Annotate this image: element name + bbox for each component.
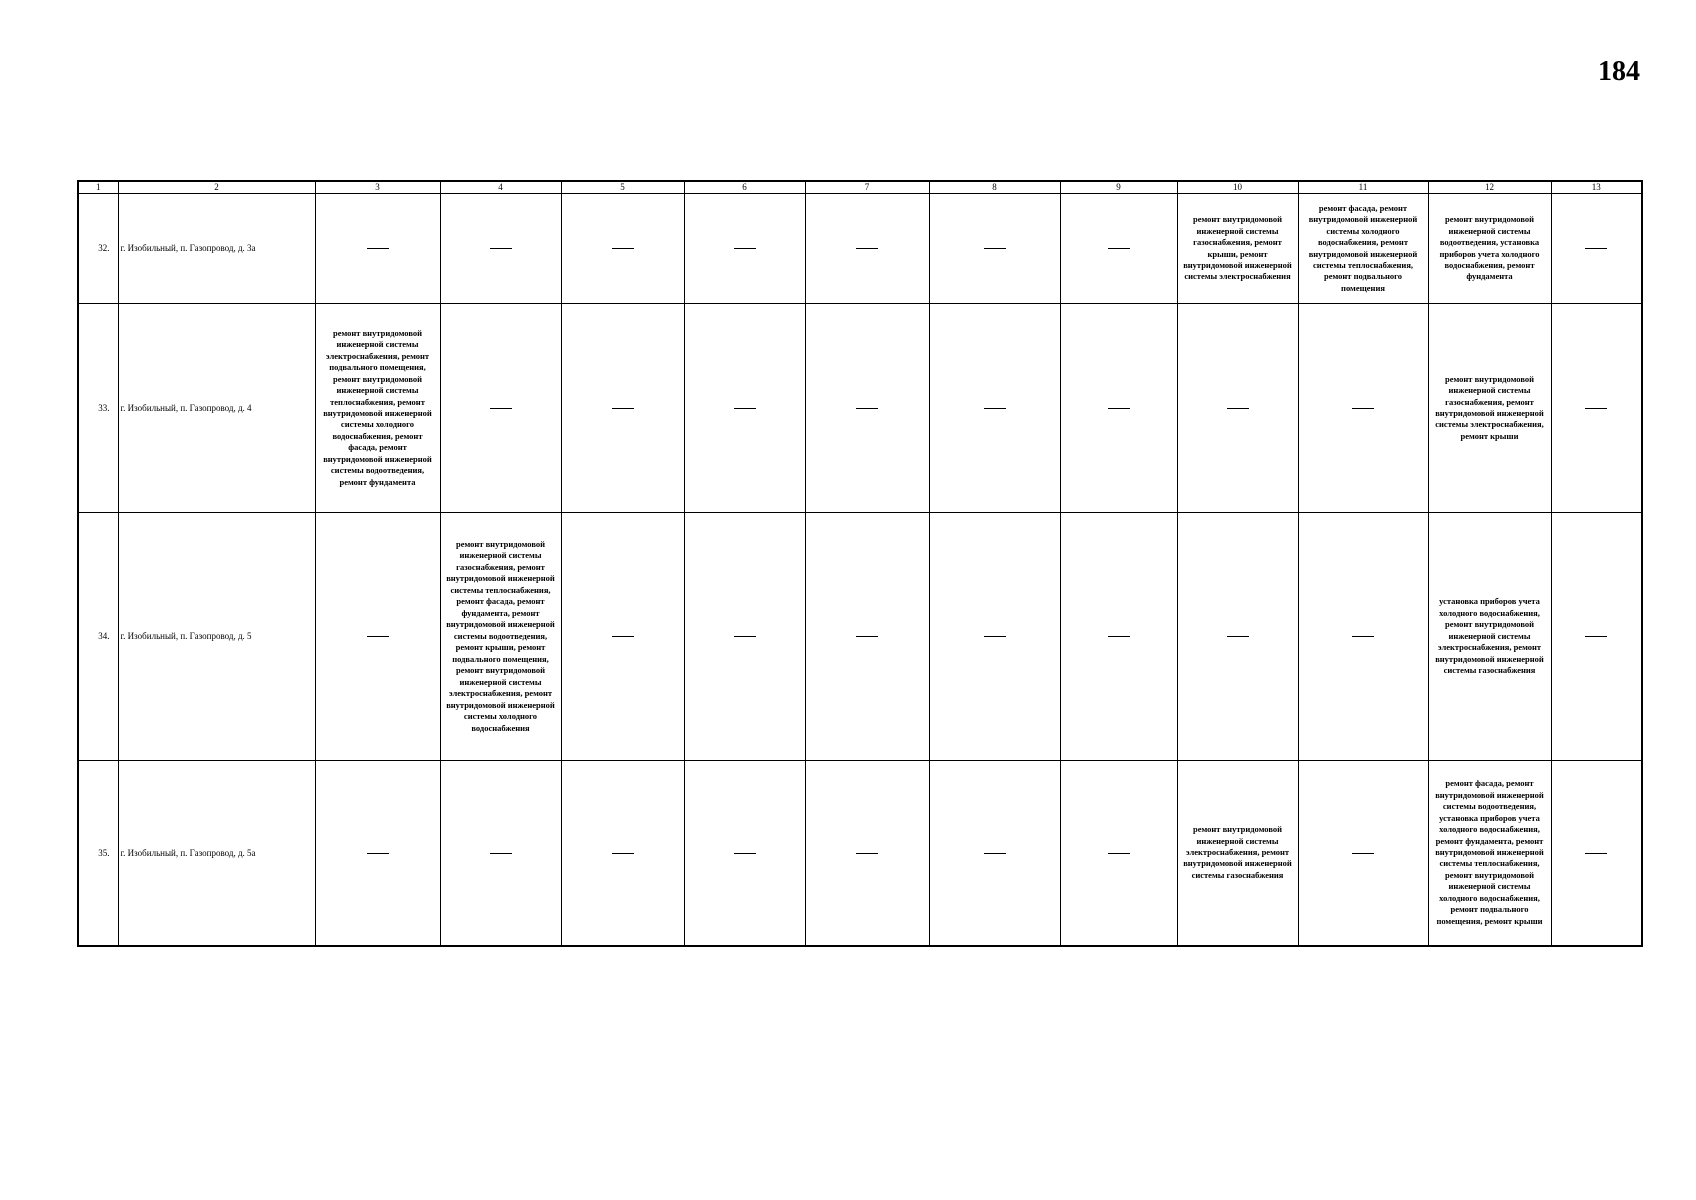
- row-number: 32.: [78, 194, 118, 304]
- work-cell: [561, 513, 684, 761]
- empty-dash: [1108, 636, 1130, 637]
- work-description: ремонт внутридомовой инженерной системы газоснабжения, ремонт внутридомовой инженерной системы электроснабжения, ремонт крыши: [1435, 373, 1544, 441]
- address-cell: г. Изобильный, п. Газопровод, д. 5а: [118, 761, 315, 946]
- table-row: [78, 194, 1642, 304]
- work-cell: [1060, 194, 1177, 304]
- work-cell: [440, 304, 561, 513]
- work-cell: [1428, 304, 1551, 513]
- empty-dash: [367, 636, 389, 637]
- address-cell: г. Изобильный, п. Газопровод, д. 3а: [118, 194, 315, 304]
- table-row: [78, 513, 1642, 761]
- work-cell: [805, 761, 929, 946]
- column-header: 11: [1298, 181, 1428, 194]
- empty-dash: [1108, 408, 1130, 409]
- empty-dash: [1108, 248, 1130, 249]
- empty-dash: [612, 853, 634, 854]
- work-cell: [315, 304, 440, 513]
- row-number: 35.: [78, 761, 118, 946]
- empty-dash: [1585, 636, 1607, 637]
- work-cell: [1551, 304, 1642, 513]
- empty-dash: [984, 636, 1006, 637]
- column-header: 10: [1177, 181, 1298, 194]
- works-table: [77, 180, 1643, 947]
- work-cell: [684, 194, 805, 304]
- work-cell: [1551, 761, 1642, 946]
- empty-dash: [984, 853, 1006, 854]
- address-cell: г. Изобильный, п. Газопровод, д. 5: [118, 513, 315, 761]
- empty-dash: [612, 636, 634, 637]
- work-cell: [1060, 513, 1177, 761]
- page-number: 184: [1598, 56, 1640, 87]
- work-description: ремонт фасада, ремонт внутридомовой инженерной системы водоотведения, установка приборов учета холодного водоснабжения, ремонт фундамента, ремонт внутридомовой инженерной системы теплоснабжения, ремонт внутридомовой инженерной системы холодного водоснабжения, ремонт подвального помещения, ремонт крыши: [1435, 778, 1544, 926]
- work-cell: [929, 513, 1060, 761]
- work-description: ремонт внутридомовой инженерной системы электроснабжения, ремонт внутридомовой инженерной системы газоснабжения: [1183, 824, 1292, 880]
- empty-dash: [490, 408, 512, 409]
- work-cell: [1177, 304, 1298, 513]
- empty-dash: [367, 853, 389, 854]
- column-header: 9: [1060, 181, 1177, 194]
- work-cell: [1298, 761, 1428, 946]
- empty-dash: [1585, 248, 1607, 249]
- column-header: 8: [929, 181, 1060, 194]
- column-number-row: [78, 181, 1642, 194]
- row-number: 33.: [78, 304, 118, 513]
- work-description: ремонт внутридомовой инженерной системы газоснабжения, ремонт внутридомовой инженерной системы теплоснабжения, ремонт фасада, ремонт фундамента, ремонт внутридомовой инженерной системы водоотведения, ремонт крыши, ремонт подвального помещения, ремонт внутридомовой инженерной системы электроснабжения, ремонт внутридомовой инженерной системы холодного водоснабжения: [446, 539, 555, 733]
- empty-dash: [612, 408, 634, 409]
- work-cell: [1060, 761, 1177, 946]
- work-cell: [805, 513, 929, 761]
- address-cell: г. Изобильный, п. Газопровод, д. 4: [118, 304, 315, 513]
- empty-dash: [984, 408, 1006, 409]
- work-cell: [1177, 194, 1298, 304]
- empty-dash: [1227, 408, 1249, 409]
- work-cell: [684, 513, 805, 761]
- column-header: 13: [1551, 181, 1642, 194]
- column-header: 2: [118, 181, 315, 194]
- empty-dash: [1585, 408, 1607, 409]
- work-cell: [561, 761, 684, 946]
- empty-dash: [734, 408, 756, 409]
- empty-dash: [856, 636, 878, 637]
- empty-dash: [367, 248, 389, 249]
- empty-dash: [1352, 408, 1374, 409]
- work-cell: [440, 513, 561, 761]
- work-description: установка приборов учета холодного водоснабжения, ремонт внутридомовой инженерной системы электроснабжения, ремонт внутридомовой инженерной системы газоснабжения: [1435, 596, 1544, 676]
- work-cell: [1428, 513, 1551, 761]
- work-cell: [1298, 304, 1428, 513]
- work-description: ремонт фасада, ремонт внутридомовой инженерной системы холодного водоснабжения, ремонт внутридомовой инженерной системы теплоснабжения, ремонт подвального помещения: [1308, 202, 1418, 293]
- empty-dash: [984, 248, 1006, 249]
- work-cell: [1177, 761, 1298, 946]
- work-description: ремонт внутридомовой инженерной системы газоснабжения, ремонт крыши, ремонт внутридомовой инженерной системы электроснабжения: [1183, 214, 1292, 282]
- work-cell: [315, 513, 440, 761]
- empty-dash: [734, 248, 756, 249]
- work-cell: [1551, 513, 1642, 761]
- empty-dash: [856, 853, 878, 854]
- empty-dash: [1352, 853, 1374, 854]
- empty-dash: [856, 408, 878, 409]
- work-cell: [440, 761, 561, 946]
- empty-dash: [1227, 636, 1249, 637]
- column-header: 7: [805, 181, 929, 194]
- work-cell: [1177, 513, 1298, 761]
- column-header: 12: [1428, 181, 1551, 194]
- empty-dash: [1352, 636, 1374, 637]
- work-cell: [1298, 194, 1428, 304]
- empty-dash: [1108, 853, 1130, 854]
- work-cell: [1428, 194, 1551, 304]
- column-header: 3: [315, 181, 440, 194]
- work-cell: [1298, 513, 1428, 761]
- work-cell: [1551, 194, 1642, 304]
- column-header: 4: [440, 181, 561, 194]
- work-description: ремонт внутридомовой инженерной системы электроснабжения, ремонт подвального помещения, ремонт внутридомовой инженерной системы теплоснабжения, ремонт внутридомовой инженерной системы холодного водоснабжения, ремонт фасада, ремонт внутридомовой инженерной системы водоотведения, ремонт фундамента: [323, 327, 432, 487]
- column-header: 6: [684, 181, 805, 194]
- work-cell: [929, 304, 1060, 513]
- work-cell: [805, 304, 929, 513]
- work-cell: [929, 761, 1060, 946]
- empty-dash: [1585, 853, 1607, 854]
- work-cell: [561, 194, 684, 304]
- work-cell: [561, 304, 684, 513]
- empty-dash: [490, 248, 512, 249]
- column-header: 1: [78, 181, 118, 194]
- table-row: [78, 304, 1642, 513]
- work-cell: [684, 304, 805, 513]
- empty-dash: [734, 853, 756, 854]
- work-description: ремонт внутридомовой инженерной системы водоотведения, установка приборов учета холодного водоснабжения, ремонт фундамента: [1439, 214, 1540, 282]
- table-row: [78, 761, 1642, 946]
- work-cell: [1060, 304, 1177, 513]
- work-cell: [315, 761, 440, 946]
- empty-dash: [490, 853, 512, 854]
- work-cell: [929, 194, 1060, 304]
- work-cell: [1428, 761, 1551, 946]
- empty-dash: [734, 636, 756, 637]
- work-cell: [315, 194, 440, 304]
- work-cell: [805, 194, 929, 304]
- row-number: 34.: [78, 513, 118, 761]
- empty-dash: [856, 248, 878, 249]
- column-header: 5: [561, 181, 684, 194]
- work-cell: [684, 761, 805, 946]
- work-cell: [440, 194, 561, 304]
- empty-dash: [612, 248, 634, 249]
